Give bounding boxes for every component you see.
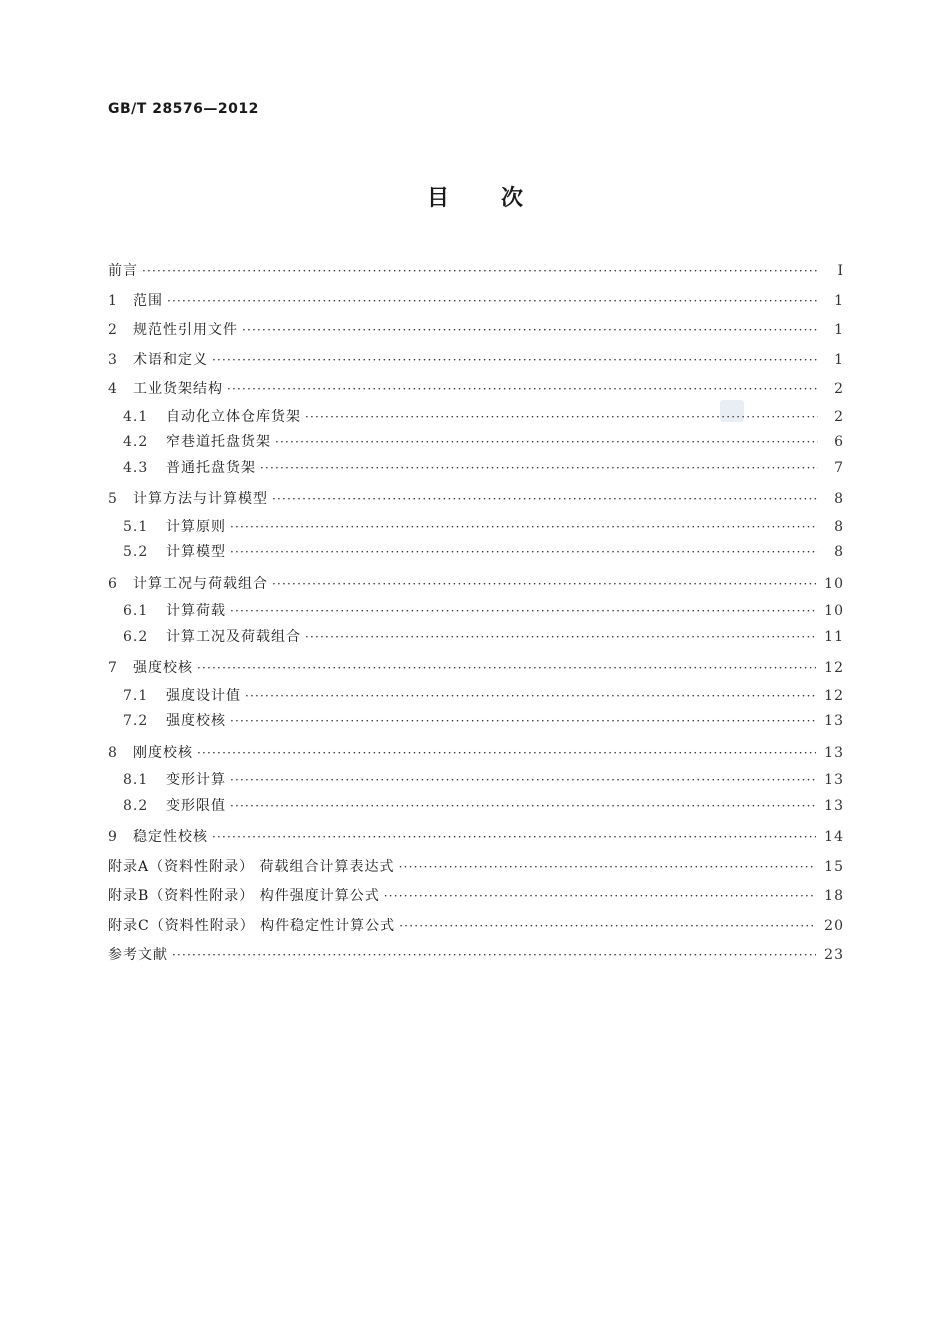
toc-entry[interactable]: [108, 739, 844, 769]
toc-entry-page: 1: [834, 322, 844, 338]
toc-entry-label: 范围: [133, 292, 163, 309]
dot-leader: [272, 485, 818, 515]
dot-leader: [245, 684, 816, 710]
toc-entry[interactable]: [108, 941, 844, 971]
toc-entry-page: 14: [824, 829, 844, 845]
toc-entry-number: 5.2: [123, 544, 149, 560]
toc-entry-label: 强度校核: [133, 660, 193, 676]
toc-entry-number: 1: [108, 292, 118, 309]
toc-entry-number: 7.1: [123, 687, 149, 704]
toc-entry-label: 参考文献: [108, 947, 168, 963]
toc-entry-page: 13: [824, 744, 844, 761]
dot-leader: [167, 287, 818, 317]
dot-leader: [305, 625, 816, 651]
toc-entry-label: 变形限值: [166, 797, 226, 814]
toc-entry-page: 10: [824, 603, 844, 619]
toc-entry-page: 8: [834, 491, 844, 507]
toc-entry-number: 5: [108, 491, 118, 507]
toc-entry[interactable]: [108, 405, 844, 431]
dot-leader: [272, 570, 816, 600]
dot-leader: [260, 456, 818, 482]
toc-entry-page: 18: [824, 888, 844, 904]
toc-entry[interactable]: [108, 625, 844, 651]
dot-leader: [212, 823, 816, 853]
dot-leader: [230, 768, 816, 794]
toc-entry-label: 自动化立体仓库货架: [166, 408, 301, 425]
toc-entry-number: 8: [108, 744, 118, 761]
toc-entry[interactable]: [108, 882, 844, 912]
toc-entry-label: 窄巷道托盘货架: [166, 434, 271, 450]
toc-entry[interactable]: [108, 912, 844, 942]
toc-entry-number: 6.2: [123, 628, 149, 645]
toc-entry-number: 4.1: [123, 408, 149, 425]
toc-entry-label: 附录B（资料性附录） 构件强度计算公式: [108, 888, 380, 904]
toc-entry-label: 规范性引用文件: [133, 322, 238, 338]
toc-entry[interactable]: [108, 654, 844, 684]
toc-entry[interactable]: [108, 709, 844, 735]
dot-leader: [172, 941, 816, 971]
toc-entry-label: 计算工况及荷载组合: [166, 628, 301, 645]
toc-entry-label: 普通托盘货架: [166, 459, 256, 476]
toc-entry-label: 计算模型: [166, 544, 226, 560]
toc-entry-page: 7: [834, 459, 844, 476]
toc-entry-number: 4.3: [123, 459, 149, 476]
toc-entry-page: Ⅰ: [837, 263, 844, 279]
toc-entry-label: 稳定性校核: [133, 829, 208, 845]
toc-entry[interactable]: [108, 853, 844, 883]
toc-entry-page: 13: [824, 797, 844, 814]
dot-leader: [142, 257, 818, 287]
toc-entry[interactable]: [108, 794, 844, 820]
toc-entry[interactable]: [108, 346, 844, 376]
dot-leader: [197, 739, 816, 769]
toc-entry[interactable]: [108, 599, 844, 625]
toc-entry-label: 计算工况与荷载组合: [133, 575, 268, 592]
toc-entry-label: 计算荷载: [166, 603, 226, 619]
toc-entry[interactable]: [108, 570, 844, 600]
toc-entry-page: 12: [824, 660, 844, 676]
toc-entry-label: 计算原则: [166, 518, 226, 535]
toc-entry-page: 11: [824, 628, 844, 645]
toc-entry[interactable]: [108, 684, 844, 710]
toc-entry-page: 12: [824, 687, 844, 704]
toc-entry[interactable]: [108, 316, 844, 346]
toc-entry-page: 2: [834, 381, 844, 397]
toc-entry-page: 8: [834, 544, 844, 560]
toc-entry[interactable]: [108, 287, 844, 317]
dot-leader: [230, 599, 816, 625]
toc-entry-number: 8.2: [123, 797, 149, 814]
dot-leader: [197, 654, 816, 684]
dot-leader: [230, 709, 816, 735]
page-title: 目次: [426, 186, 575, 211]
table-of-contents: [108, 257, 844, 971]
dot-leader: [212, 346, 818, 376]
dot-leader: [230, 540, 818, 566]
toc-entry-number: 4: [108, 381, 118, 397]
toc-entry-label: 附录A（资料性附录） 荷载组合计算表达式: [108, 858, 395, 875]
toc-entry-label: 强度校核: [166, 713, 226, 729]
toc-entry-page: 13: [824, 772, 844, 788]
toc-entry-page: 10: [824, 575, 844, 592]
toc-entry-label: 工业货架结构: [133, 381, 223, 397]
toc-entry-page: 1: [834, 292, 844, 309]
toc-entry-page: 6: [834, 434, 844, 450]
toc-entry-number: 7: [108, 660, 118, 676]
toc-entry[interactable]: [108, 823, 844, 853]
toc-entry[interactable]: [108, 515, 844, 541]
toc-entry-number: 5.1: [123, 518, 149, 535]
toc-entry-number: 6.1: [123, 603, 149, 619]
toc-entry-number: 8.1: [123, 772, 149, 788]
dot-leader: [230, 515, 818, 541]
toc-entry-number: 4.2: [123, 434, 149, 450]
toc-entry[interactable]: [108, 540, 844, 566]
toc-entry-page: 8: [834, 518, 844, 535]
toc-entry-page: 23: [824, 947, 844, 963]
dot-leader: [305, 405, 818, 431]
toc-entry-page: 2: [834, 408, 844, 425]
dot-leader: [230, 794, 816, 820]
toc-entry-page: 1: [834, 351, 844, 368]
toc-entry[interactable]: [108, 485, 844, 515]
toc-entry-number: 7.2: [123, 713, 149, 729]
toc-entry[interactable]: [108, 375, 844, 405]
toc-entry-number: 9: [108, 829, 118, 845]
toc-entry-label: 前言: [108, 263, 138, 279]
dot-leader: [242, 316, 818, 346]
dot-leader: [399, 912, 816, 942]
toc-entry-page: 20: [824, 917, 844, 934]
dot-leader: [227, 375, 818, 405]
dot-leader: [275, 430, 818, 456]
toc-entry-label: 附录C（资料性附录） 构件稳定性计算公式: [108, 917, 396, 934]
toc-entry[interactable]: [108, 257, 844, 287]
dot-leader: [399, 853, 817, 883]
toc-entry-number: 3: [108, 351, 118, 368]
toc-entry-page: 15: [824, 858, 844, 875]
toc-entry[interactable]: [108, 768, 844, 794]
toc-entry-number: 6: [108, 575, 118, 592]
toc-entry-number: 2: [108, 322, 118, 338]
toc-entry-label: 强度设计值: [166, 687, 241, 704]
document-code: GB/T 28576—2012: [108, 101, 259, 117]
toc-entry[interactable]: [108, 456, 844, 482]
toc-entry-label: 术语和定义: [133, 351, 208, 368]
toc-entry-page: 13: [824, 713, 844, 729]
dot-leader: [384, 882, 816, 912]
toc-entry[interactable]: [108, 430, 844, 456]
toc-entry-label: 计算方法与计算模型: [133, 491, 268, 507]
toc-entry-label: 变形计算: [166, 772, 226, 788]
toc-entry-label: 刚度校核: [133, 744, 193, 761]
